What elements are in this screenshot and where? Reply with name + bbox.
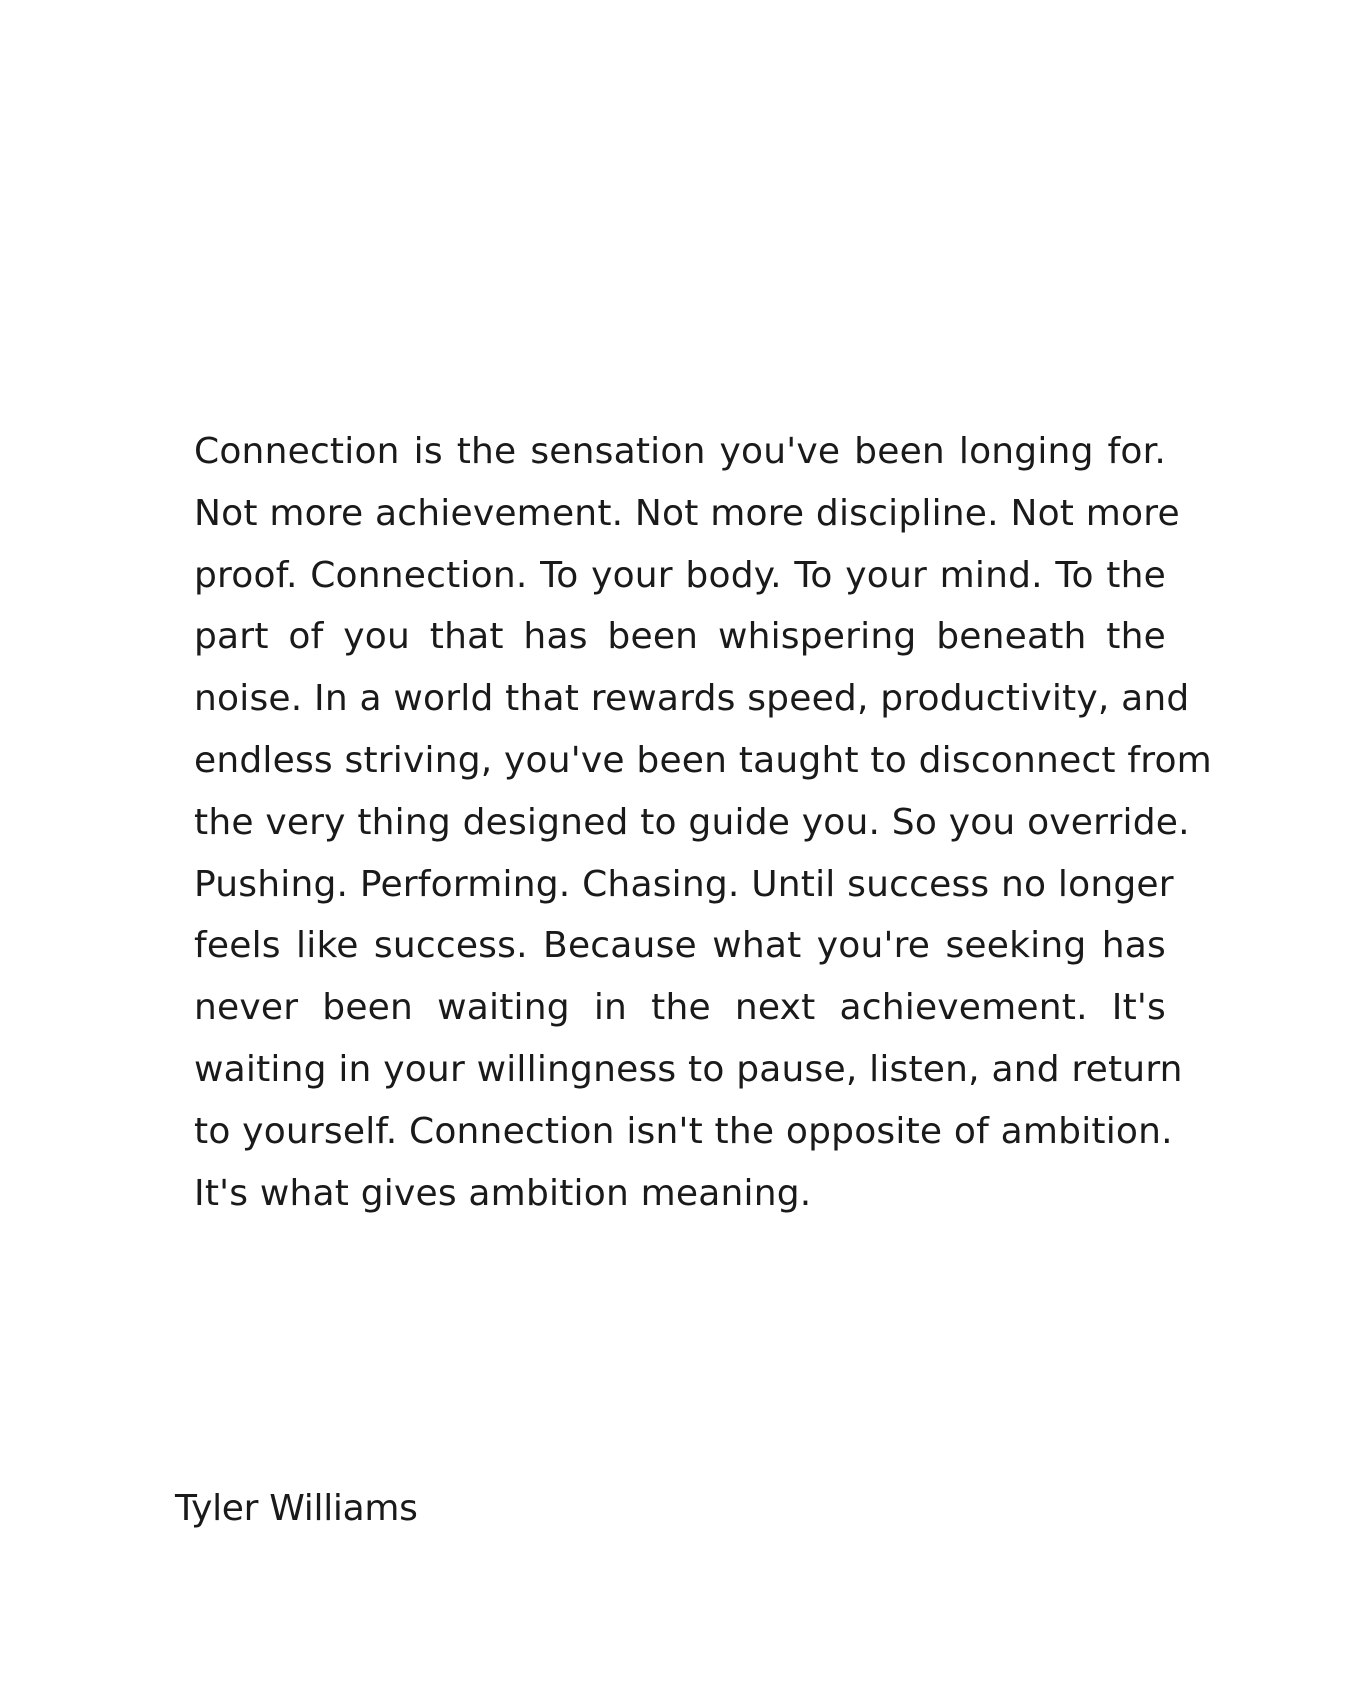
quote-line: It's what gives ambition meaning. bbox=[194, 1172, 812, 1214]
quote-line: to yourself. Connection isn't the opposite of ambition. bbox=[194, 1110, 1173, 1152]
quote-line: part of you that has been whispering beneath the bbox=[194, 616, 1166, 658]
quote-line: Not more achievement. Not more discipline. Not more bbox=[194, 492, 1180, 534]
quote-line: proof. Connection. To your body. To your mind. To the bbox=[194, 554, 1166, 596]
quote-line: never been waiting in the next achievement. It's bbox=[194, 987, 1166, 1029]
quote-line: feels like success. Because what you're seeking has bbox=[194, 925, 1166, 967]
quote-line: waiting in your willingness to pause, listen, and return bbox=[194, 1048, 1183, 1090]
quote-line: noise. In a world that rewards speed, productivity, and bbox=[194, 678, 1190, 720]
quote-line: Connection is the sensation you've been longing for. bbox=[194, 431, 1166, 472]
author-name: Tyler Williams bbox=[175, 1488, 418, 1529]
quote-line: Pushing. Performing. Chasing. Until success no longer bbox=[194, 863, 1174, 905]
quote-line: the very thing designed to guide you. So you override. bbox=[194, 801, 1190, 843]
quote-text bbox=[194, 421, 1212, 1224]
quote-line: endless striving, you've been taught to disconnect from bbox=[194, 739, 1212, 781]
